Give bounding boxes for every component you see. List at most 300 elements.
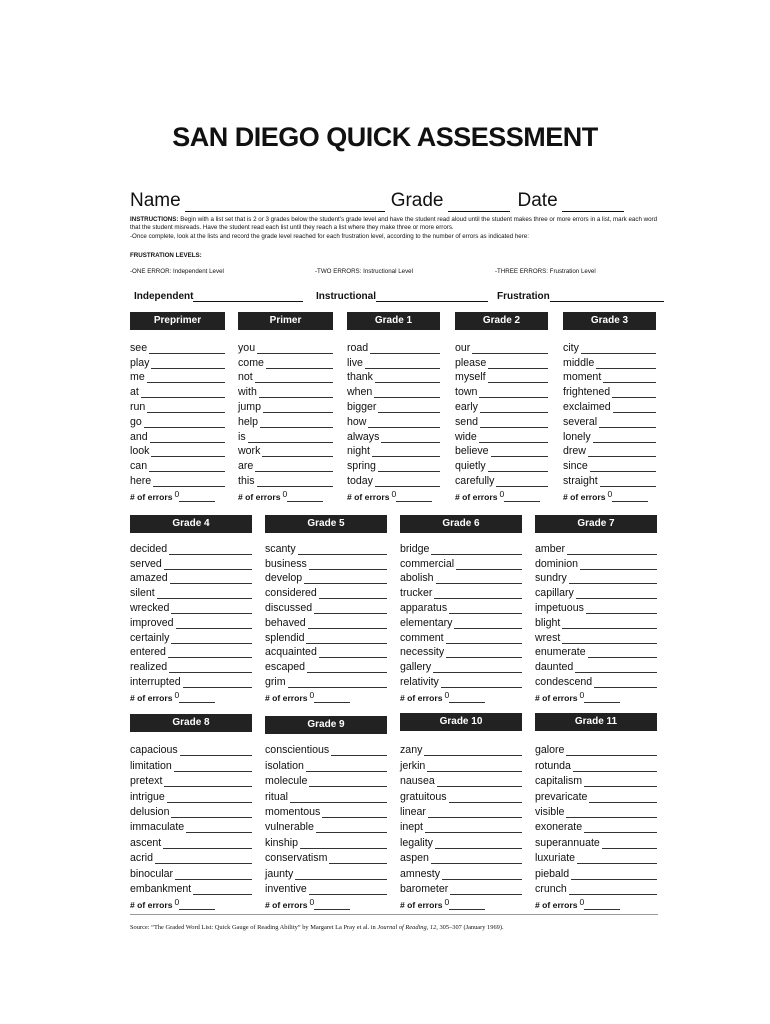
word-text: grim	[265, 675, 286, 688]
mark-line[interactable]	[449, 604, 522, 614]
mark-line[interactable]	[257, 344, 333, 354]
word-text: capillary	[535, 587, 574, 600]
word-text: our	[455, 341, 471, 354]
mark-line[interactable]	[602, 839, 657, 849]
grade-header: Grade 11	[535, 713, 657, 731]
word-text: are	[238, 460, 254, 473]
mark-line[interactable]	[586, 604, 657, 614]
grade-header: Grade 1	[347, 312, 440, 330]
mark-line[interactable]	[562, 634, 657, 644]
errors-label: # of errors	[535, 899, 578, 910]
word-text: luxuriate	[535, 852, 576, 865]
mark-line[interactable]	[480, 403, 548, 413]
mark-line[interactable]	[424, 746, 522, 756]
word-row	[130, 599, 252, 614]
mark-line[interactable]	[309, 885, 387, 895]
word-row	[535, 599, 657, 614]
word-row	[130, 803, 252, 818]
mark-line[interactable]	[168, 648, 252, 658]
mark-line[interactable]	[479, 388, 548, 398]
mark-line[interactable]	[600, 477, 656, 487]
mark-line[interactable]	[309, 560, 387, 570]
mark-line[interactable]	[431, 854, 522, 864]
word-text: certainly	[130, 631, 170, 644]
word-text: bridge	[400, 542, 430, 555]
word-row	[400, 803, 522, 818]
errors-count[interactable]: 0	[174, 689, 180, 700]
mark-line[interactable]	[176, 619, 252, 629]
mark-line[interactable]	[580, 560, 657, 570]
word-text: intrigue	[130, 790, 165, 803]
word-text: legality	[400, 836, 433, 849]
mark-line[interactable]	[308, 619, 387, 629]
mark-line[interactable]	[372, 447, 440, 457]
mark-line[interactable]	[147, 403, 225, 413]
mark-line[interactable]	[375, 373, 440, 383]
mark-line[interactable]	[454, 619, 522, 629]
word-row	[535, 818, 657, 833]
word-text: embankment	[130, 882, 192, 895]
word-row	[455, 339, 548, 354]
errors-count[interactable]: 0	[309, 689, 315, 700]
word-row	[455, 443, 548, 458]
word-row	[265, 803, 387, 818]
mark-line[interactable]	[368, 418, 440, 428]
word-row	[238, 428, 333, 443]
record-instructional	[316, 291, 488, 302]
word-row	[130, 570, 252, 585]
word-text: please	[455, 356, 487, 369]
word-text: spring	[347, 460, 376, 473]
mark-line[interactable]	[446, 634, 522, 644]
word-text: vulnerable	[265, 821, 314, 834]
mark-line[interactable]	[593, 433, 656, 443]
mark-line[interactable]	[456, 560, 522, 570]
word-text: always	[347, 430, 380, 443]
errors-row	[400, 688, 522, 703]
word-row	[130, 413, 225, 428]
mark-line[interactable]	[150, 433, 225, 443]
word-text: kinship	[265, 836, 298, 849]
word-text: quietly	[455, 460, 486, 473]
mark-line[interactable]	[164, 777, 252, 787]
word-row	[238, 472, 333, 487]
mark-line[interactable]	[375, 477, 440, 487]
word-text: dominion	[535, 557, 578, 570]
mark-line[interactable]	[193, 885, 252, 895]
word-text: moment	[563, 371, 602, 384]
errors-count[interactable]: 0	[444, 689, 450, 700]
mark-line[interactable]	[147, 373, 225, 383]
errors-count[interactable]: 0	[309, 896, 315, 907]
mark-line[interactable]	[329, 854, 387, 864]
record-field[interactable]	[193, 291, 303, 302]
mark-line[interactable]	[599, 418, 656, 428]
word-row	[265, 584, 387, 599]
word-row	[238, 383, 333, 398]
word-text: straight	[563, 474, 598, 487]
mark-line[interactable]	[594, 678, 657, 688]
mark-line[interactable]	[425, 823, 522, 833]
word-list-column	[130, 540, 252, 703]
record-label: Frustration	[497, 291, 550, 302]
mark-line[interactable]	[427, 762, 522, 772]
word-row	[400, 570, 522, 585]
mark-line[interactable]	[613, 403, 656, 413]
word-list-column	[265, 741, 387, 910]
mark-line[interactable]	[144, 418, 225, 428]
mark-line[interactable]	[322, 808, 387, 818]
divider	[130, 914, 658, 915]
mark-line[interactable]	[442, 870, 522, 880]
word-text: since	[563, 460, 588, 473]
word-text: lonely	[563, 430, 591, 443]
errors-label: # of errors	[347, 491, 390, 502]
mark-line[interactable]	[257, 477, 334, 487]
word-text: relativity	[400, 675, 439, 688]
grade-header: Grade 5	[265, 515, 387, 533]
errors-label: # of errors	[455, 491, 498, 502]
word-text: isolation	[265, 759, 304, 772]
mark-line[interactable]	[441, 678, 522, 688]
mark-line[interactable]	[319, 589, 387, 599]
mark-line[interactable]	[589, 793, 657, 803]
mark-line[interactable]	[576, 589, 657, 599]
word-row	[535, 644, 657, 659]
mark-line[interactable]	[575, 663, 657, 673]
errors-count[interactable]: 0	[579, 689, 585, 700]
errors-count[interactable]: 0	[499, 488, 505, 499]
word-row	[563, 457, 656, 472]
mark-line[interactable]	[603, 373, 656, 383]
errors-line	[449, 693, 485, 703]
word-row	[535, 540, 657, 555]
mark-line[interactable]	[588, 447, 656, 457]
mark-line[interactable]	[163, 839, 252, 849]
mark-line[interactable]	[577, 854, 657, 864]
grade-header: Grade 9	[265, 716, 387, 734]
mark-line[interactable]	[295, 870, 387, 880]
word-row	[535, 614, 657, 629]
word-text: impetuous	[535, 601, 584, 614]
mark-line[interactable]	[319, 648, 387, 658]
word-text: splendid	[265, 631, 305, 644]
mark-line[interactable]	[167, 793, 252, 803]
mark-line[interactable]	[566, 808, 657, 818]
word-row	[130, 472, 225, 487]
mark-line[interactable]	[149, 462, 225, 472]
mark-line[interactable]	[496, 477, 548, 487]
errors-count[interactable]: 0	[391, 488, 397, 499]
mark-line[interactable]	[157, 589, 252, 599]
mark-line[interactable]	[450, 885, 522, 895]
word-row	[400, 756, 522, 771]
mark-line[interactable]	[488, 373, 548, 383]
mark-line[interactable]	[437, 777, 522, 787]
word-text: abolish	[400, 572, 434, 585]
mark-line[interactable]	[169, 545, 252, 555]
errors-row	[130, 688, 252, 703]
mark-line[interactable]	[569, 885, 657, 895]
errors-count[interactable]: 0	[579, 896, 585, 907]
word-row	[265, 629, 387, 644]
word-text: amber	[535, 542, 566, 555]
mark-line[interactable]	[590, 462, 656, 472]
word-list-column	[535, 741, 657, 910]
grade-field[interactable]	[448, 194, 510, 212]
mark-line[interactable]	[262, 447, 333, 457]
word-row	[400, 629, 522, 644]
word-list-column	[130, 339, 225, 502]
word-text: can	[130, 460, 148, 473]
mark-line[interactable]	[567, 545, 657, 555]
mark-line[interactable]	[255, 373, 333, 383]
word-row	[563, 398, 656, 413]
mark-line[interactable]	[260, 418, 333, 428]
mark-line[interactable]	[365, 359, 440, 369]
mark-line[interactable]	[491, 447, 548, 457]
word-text: drew	[563, 445, 586, 458]
word-text: come	[238, 356, 264, 369]
mark-line[interactable]	[480, 418, 548, 428]
mark-line[interactable]	[571, 870, 657, 880]
word-text: exclaimed	[563, 400, 611, 413]
mark-line[interactable]	[584, 823, 657, 833]
word-row	[400, 540, 522, 555]
word-text: entered	[130, 646, 166, 659]
word-row	[535, 787, 657, 802]
name-field[interactable]	[185, 194, 385, 212]
word-text: delusion	[130, 805, 170, 818]
mark-line[interactable]	[153, 477, 225, 487]
record-label: Instructional	[316, 291, 377, 302]
word-list-column	[455, 339, 548, 502]
word-row	[130, 457, 225, 472]
source-prefix: Source: “The Graded Word List: Quick Gauge of Reading Ability” by Margaret La Pray et al. in	[130, 924, 378, 931]
errors-count[interactable]: 0	[174, 896, 180, 907]
grade-header: Grade 4	[130, 515, 252, 533]
mark-line[interactable]	[141, 388, 225, 398]
word-row	[130, 383, 225, 398]
errors-label: # of errors	[400, 692, 443, 703]
mark-line[interactable]	[436, 574, 522, 584]
mark-line[interactable]	[612, 388, 656, 398]
word-text: escaped	[265, 661, 306, 674]
word-row	[535, 629, 657, 644]
mark-line[interactable]	[266, 359, 333, 369]
word-row	[400, 555, 522, 570]
mark-line[interactable]	[449, 793, 522, 803]
mark-line[interactable]	[186, 823, 252, 833]
word-text: town	[455, 386, 478, 399]
word-text: necessity	[400, 646, 445, 659]
word-text: inventive	[265, 882, 307, 895]
mark-line[interactable]	[488, 359, 548, 369]
word-text: bigger	[347, 400, 377, 413]
mark-line[interactable]	[581, 344, 656, 354]
word-row	[238, 398, 333, 413]
record-field[interactable]	[550, 291, 664, 302]
mark-line[interactable]	[434, 589, 522, 599]
grade-label: Grade	[390, 190, 444, 211]
errors-label: # of errors	[238, 491, 281, 502]
mark-line[interactable]	[314, 604, 387, 614]
word-row	[130, 658, 252, 673]
mark-line[interactable]	[248, 433, 333, 443]
errors-line	[584, 693, 620, 703]
word-row	[455, 413, 548, 428]
errors-count[interactable]: 0	[607, 488, 613, 499]
word-row	[347, 457, 440, 472]
word-row	[535, 803, 657, 818]
word-text: work	[238, 445, 261, 458]
word-text: galore	[535, 744, 565, 757]
word-row	[130, 614, 252, 629]
errors-row	[347, 487, 440, 502]
mark-line[interactable]	[431, 545, 522, 555]
mark-line[interactable]	[435, 839, 522, 849]
grade-header: Grade 8	[130, 714, 252, 732]
word-text: aspen	[400, 852, 429, 865]
word-text: play	[130, 356, 150, 369]
word-row	[130, 833, 252, 848]
mark-line[interactable]	[370, 344, 440, 354]
mark-line[interactable]	[306, 762, 387, 772]
mark-line[interactable]	[304, 574, 387, 584]
word-row	[563, 383, 656, 398]
errors-count[interactable]: 0	[282, 488, 288, 499]
mark-line[interactable]	[433, 663, 522, 673]
mark-line[interactable]	[428, 808, 522, 818]
mark-line[interactable]	[170, 574, 252, 584]
mark-line[interactable]	[479, 433, 548, 443]
mark-line[interactable]	[174, 762, 252, 772]
word-text: piebald	[535, 867, 570, 880]
mark-line[interactable]	[573, 762, 657, 772]
mark-line[interactable]	[566, 746, 657, 756]
errors-line	[396, 492, 432, 502]
mark-line[interactable]	[298, 545, 387, 555]
word-text: believe	[455, 445, 489, 458]
source-citation	[130, 924, 504, 931]
mark-line[interactable]	[171, 634, 252, 644]
word-text: middle	[563, 356, 595, 369]
word-text: help	[238, 415, 259, 428]
mark-line[interactable]	[288, 678, 387, 688]
mark-line[interactable]	[307, 663, 387, 673]
word-row	[265, 570, 387, 585]
word-text: gratuitous	[400, 790, 447, 803]
mark-line[interactable]	[255, 462, 333, 472]
grade-header: Grade 6	[400, 515, 522, 533]
mark-line[interactable]	[378, 462, 440, 472]
mark-line[interactable]	[171, 604, 252, 614]
mark-line[interactable]	[562, 619, 657, 629]
mark-line[interactable]	[151, 359, 225, 369]
mark-line[interactable]	[378, 403, 440, 413]
mark-line[interactable]	[169, 663, 252, 673]
mark-line[interactable]	[171, 808, 252, 818]
word-text: is	[238, 430, 246, 443]
word-row	[400, 584, 522, 599]
mark-line[interactable]	[164, 560, 252, 570]
word-row	[130, 629, 252, 644]
word-text: several	[563, 415, 598, 428]
mark-line[interactable]	[331, 746, 387, 756]
mark-line[interactable]	[569, 574, 657, 584]
word-row	[238, 369, 333, 384]
word-row	[563, 472, 656, 487]
mark-line[interactable]	[290, 793, 387, 803]
record-label: Independent	[134, 291, 194, 302]
errors-count[interactable]: 0	[174, 488, 180, 499]
word-row	[535, 658, 657, 673]
mark-line[interactable]	[446, 648, 522, 658]
word-row	[347, 398, 440, 413]
mark-line[interactable]	[180, 746, 252, 756]
mark-line[interactable]	[306, 634, 387, 644]
word-row	[535, 849, 657, 864]
word-text: limitation	[130, 759, 172, 772]
mark-line[interactable]	[316, 823, 387, 833]
word-text: amnesty	[400, 867, 441, 880]
errors-line	[179, 900, 215, 910]
record-field[interactable]	[376, 291, 488, 302]
word-text: run	[130, 400, 146, 413]
mark-line[interactable]	[374, 388, 440, 398]
errors-line	[179, 693, 215, 703]
mark-line[interactable]	[151, 447, 225, 457]
mark-line[interactable]	[259, 388, 333, 398]
mark-line[interactable]	[183, 678, 252, 688]
errors-label: # of errors	[400, 899, 443, 910]
mark-line[interactable]	[263, 403, 333, 413]
word-text: behaved	[265, 616, 306, 629]
word-text: improved	[130, 616, 174, 629]
mark-line[interactable]	[309, 777, 387, 787]
mark-line[interactable]	[155, 854, 252, 864]
mark-line[interactable]	[300, 839, 387, 849]
word-text: city	[563, 341, 579, 354]
word-text: commercial	[400, 557, 455, 570]
mark-line[interactable]	[584, 777, 657, 787]
word-row	[238, 354, 333, 369]
errors-line	[179, 492, 215, 502]
word-text: develop	[265, 572, 303, 585]
mark-line[interactable]	[488, 462, 548, 472]
mark-line[interactable]	[381, 433, 440, 443]
mark-line[interactable]	[175, 870, 252, 880]
date-field[interactable]	[562, 194, 624, 212]
word-text: linear	[400, 805, 426, 818]
word-row	[400, 644, 522, 659]
word-row	[347, 383, 440, 398]
word-text: jaunty	[265, 867, 294, 880]
word-row	[265, 555, 387, 570]
word-row	[238, 413, 333, 428]
word-row	[400, 741, 522, 756]
word-row	[265, 818, 387, 833]
mark-line[interactable]	[588, 648, 657, 658]
word-text: molecule	[265, 775, 308, 788]
source-suffix: 305–307 (January 1969).	[437, 924, 504, 931]
mark-line[interactable]	[596, 359, 656, 369]
mark-line[interactable]	[472, 344, 548, 354]
errors-count[interactable]: 0	[444, 896, 450, 907]
errors-line	[612, 492, 648, 502]
mark-line[interactable]	[149, 344, 225, 354]
source-journal: Journal of Reading, 12,	[377, 924, 438, 931]
